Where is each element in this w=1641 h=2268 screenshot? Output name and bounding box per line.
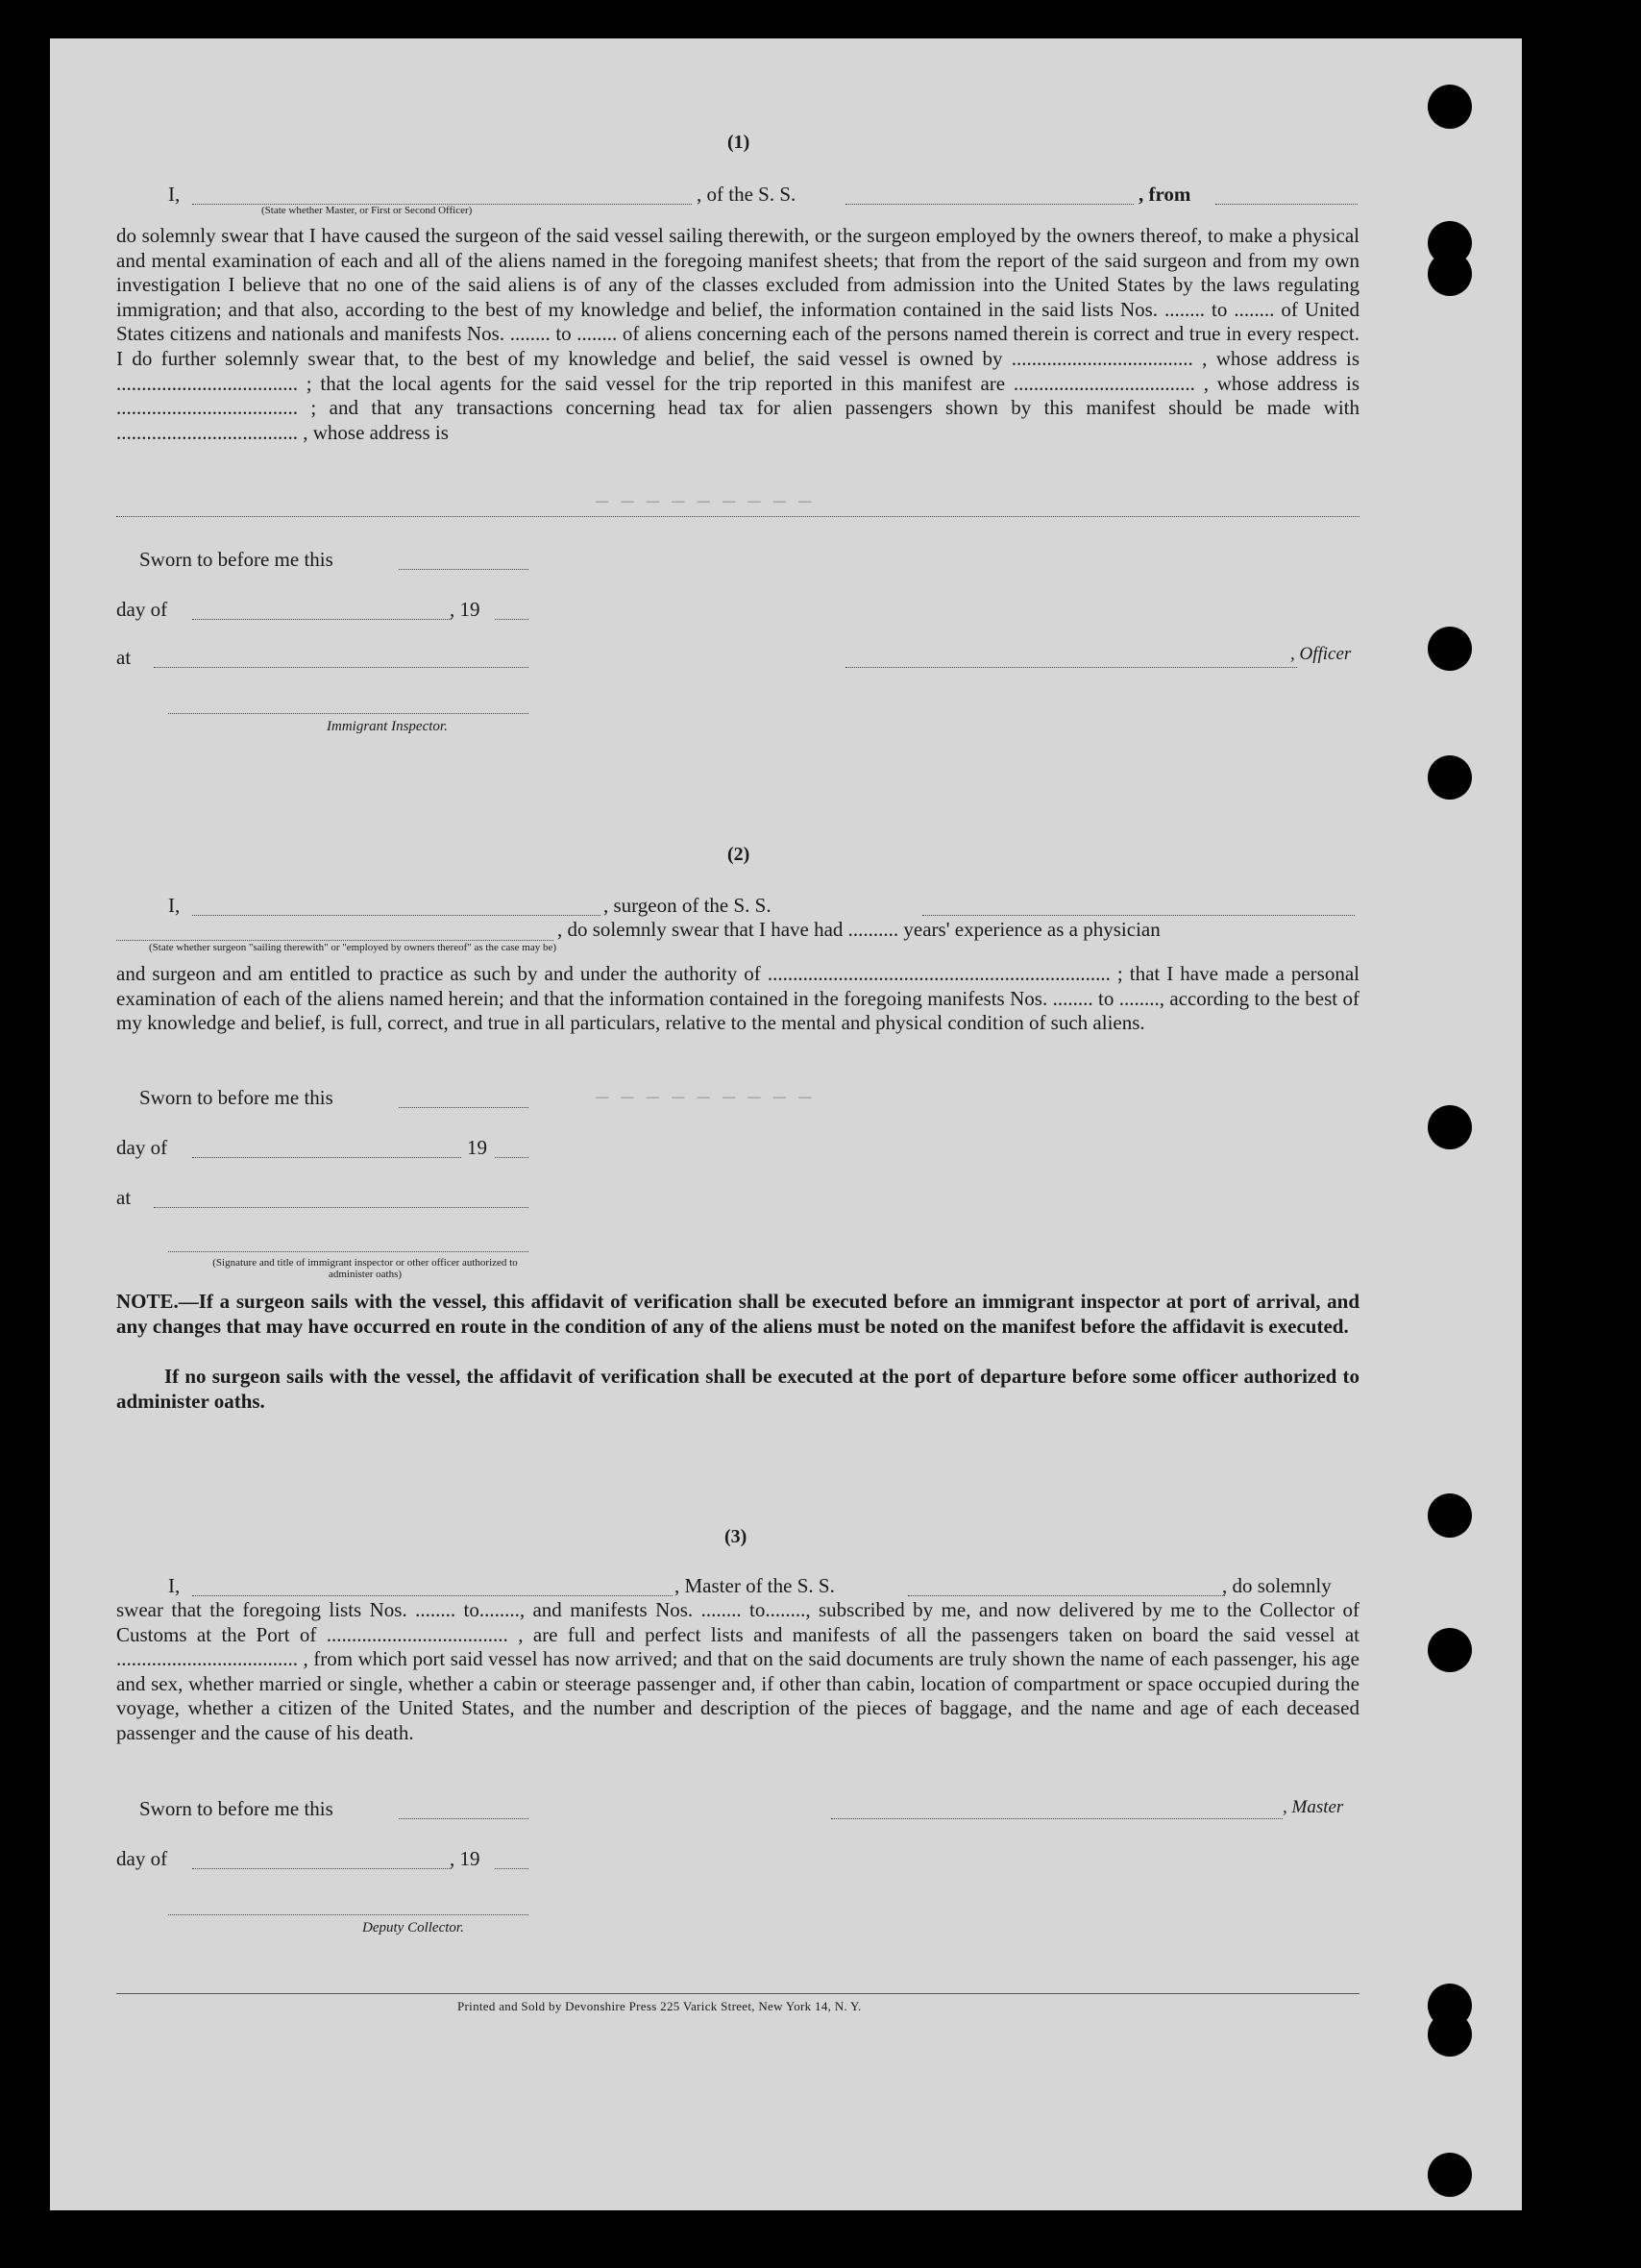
section3-ship-field[interactable] <box>908 1595 1225 1596</box>
punch-hole <box>1428 252 1472 296</box>
section3-year: , 19 <box>450 1847 480 1870</box>
punch-hole <box>1428 1493 1472 1538</box>
section3-i-label: I, <box>168 1574 181 1597</box>
section3-collector-label: Deputy Collector. <box>362 1920 464 1935</box>
section3-day-field[interactable] <box>192 1868 452 1869</box>
section3-sworn-field[interactable] <box>399 1818 528 1819</box>
punch-hole <box>1428 2012 1472 2057</box>
section2-note: NOTE.—If a surgeon sails with the vessel, this affidavit of verification shall be executed before an immigrant inspector at port of arrival, and any changes that may have occurred en route in the condition of any of the aliens must be noted on the manifest before the affidavit is executed. <box>116 1290 1359 1338</box>
section1-officer-label: , Officer <box>1290 644 1352 664</box>
section1-ship-field[interactable] <box>845 204 1134 205</box>
section2-year-field[interactable] <box>495 1157 528 1158</box>
section2-sig-field[interactable] <box>168 1251 528 1252</box>
printer-imprint: Printed and Sold by Devonshire Press 225 Varick Street, New York 14, N. Y. <box>457 1999 862 2013</box>
section3-year-field[interactable] <box>495 1868 528 1869</box>
section2-surgeon-name-field[interactable] <box>192 915 600 916</box>
section1-i-label: I, <box>168 183 181 206</box>
section1-year-field[interactable] <box>495 619 528 620</box>
section3-master-name-field[interactable] <box>192 1595 673 1596</box>
section1-sworn: Sworn to before me this <box>139 548 333 571</box>
section2-at-field[interactable] <box>154 1207 528 1208</box>
section2-at: at <box>116 1186 132 1209</box>
section3-solemnly-label: , do solemnly <box>1222 1574 1332 1597</box>
section2-surgeon-type-field[interactable] <box>116 940 553 941</box>
section2-sworn: Sworn to before me this <box>139 1086 333 1109</box>
bleed-through-mark: — — — — — — — — — <box>596 490 812 514</box>
section1-officer-sig-field[interactable] <box>845 667 1297 668</box>
section3-day-of: day of <box>116 1847 168 1870</box>
section2-ship-field[interactable] <box>922 915 1355 916</box>
section1-of-ss-label: , of the S. S. <box>697 183 796 206</box>
section-number-1: (1) <box>727 132 750 153</box>
section2-note2: If no surgeon sails with the vessel, the affidavit of verification shall be executed at the port of departure before some officer authorized to administer oaths. <box>116 1365 1359 1413</box>
section1-inspector-sig-field[interactable] <box>168 713 528 714</box>
section2-day-field[interactable] <box>192 1157 461 1158</box>
section3-master-sig-field[interactable] <box>831 1818 1283 1819</box>
section1-at: at <box>116 646 132 669</box>
section1-at-field[interactable] <box>154 667 528 668</box>
section3-master-of-label: , Master of the S. S. <box>674 1574 835 1597</box>
section1-sworn-field[interactable] <box>399 569 528 570</box>
punch-hole <box>1428 1628 1472 1672</box>
punch-hole <box>1428 627 1472 671</box>
section2-sworn-field[interactable] <box>399 1107 528 1108</box>
punch-hole <box>1428 1105 1472 1149</box>
section1-body: do solemnly swear that I have caused the surgeon of the said vessel sailing therewith, or the surgeon employed by the owners thereof, to make a physical and mental examination of each and all of the aliens named in the foregoing manifest sheets; that from the report of the said surgeon and from my own investigation I believe that no one of the said aliens is of any of the classes excluded from admission into the United States by the laws regulating immigration; and that also, according to the best of my knowledge and belief, the information contained in the said lists Nos. ........ to ........ of United States citizens and nationals and manifests Nos. ........ to ........ of aliens concerning each of the persons named therein is correct and true in every respect. I do further solemnly swear that, to the best of my knowledge and belief, the said vessel is owned by .................................... , whose address is .................................... ; that the local agents for the said vessel for the trip reported in this manifest are .................................... , whose address is .................................... ; and that any transactions concerning head tax for alien passengers shown by this manifest should be made with .................................... , whose address is <box>116 224 1359 444</box>
punch-hole <box>1428 755 1472 800</box>
section2-year: 19 <box>467 1136 487 1159</box>
section2-i-label: I, <box>168 894 181 917</box>
section1-master-note: (State whether Master, or First or Second Officer) <box>261 205 473 216</box>
section1-trailing-line <box>116 516 1359 517</box>
section-number-3: (3) <box>724 1526 747 1547</box>
section1-intro <box>168 183 180 207</box>
section2-sig-note: (Signature and title of immigrant inspector or other officer authorized to administer oaths) <box>212 1257 518 1280</box>
bleed-through-mark: — — — — — — — — — <box>596 1086 812 1110</box>
section1-from-field[interactable] <box>1215 204 1358 205</box>
section1-day-of: day of <box>116 598 168 621</box>
section1-from-label: , from <box>1139 183 1191 206</box>
section2-body: and surgeon and am entitled to practice as such by and under the authority of .................................................................... ; that I have made a personal examination of each of the aliens named herein; and that the information contained in the foregoing manifests Nos. ........ to ........, according to the best of my knowledge and belief, is full, correct, and true in all particulars, relative to the mental and physical condition of such aliens. <box>116 962 1359 1035</box>
section2-surgeon-of-label: , surgeon of the S. S. <box>603 894 772 917</box>
section1-day-field[interactable] <box>192 619 452 620</box>
section-number-2: (2) <box>727 844 750 865</box>
punch-hole <box>1428 2153 1472 2197</box>
section2-swear-label: , do solemnly swear that I have had .......... years' experience as a physician <box>557 918 1161 941</box>
section3-sworn: Sworn to before me this <box>139 1797 333 1820</box>
section3-collector-sig-field[interactable] <box>168 1914 528 1915</box>
section2-surgeon-note: (State whether surgeon "sailing therewith" or "employed by owners thereof" as the case may be) <box>149 942 557 953</box>
punch-hole <box>1428 85 1472 129</box>
section1-year: , 19 <box>450 598 480 621</box>
footer-rule <box>116 1993 1359 1994</box>
section2-day-of: day of <box>116 1136 168 1159</box>
section3-master-label: , Master <box>1283 1797 1344 1817</box>
section3-body: swear that the foregoing lists Nos. ........ to........, and manifests Nos. ........ to........, subscribed by me, and now delivered by me to the Collector of Customs at the Port of .................................... , are full and perfect lists and manifests of all the passengers taken on board the said vessel at .................................... , from which port said vessel has now arrived; and that on the said documents are truly shown the name of each passenger, his age and sex, whether married or single, whether a cabin or steerage passenger and, if other than cabin, location of compartment or space occupied during the voyage, whether a citizen of the United States, and the number and description of the pieces of baggage, and the name and age of each deceased passenger and the cause of his death. <box>116 1598 1359 1744</box>
section1-inspector-label: Immigrant Inspector. <box>327 719 448 734</box>
